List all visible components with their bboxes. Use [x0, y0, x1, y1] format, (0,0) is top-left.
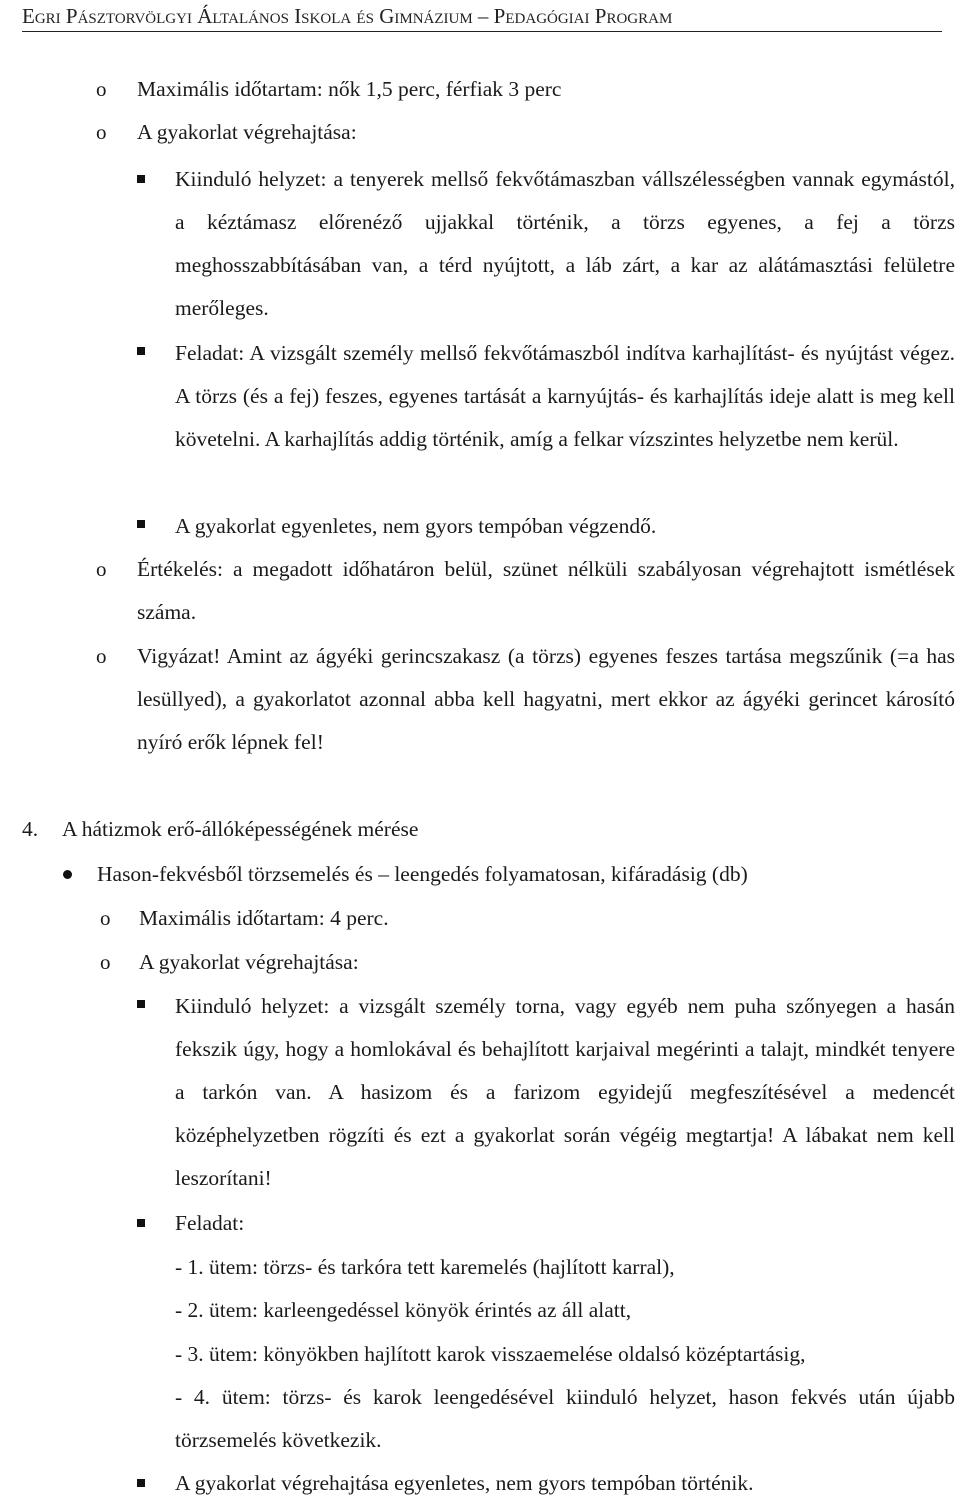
- square-bullet-icon: [137, 520, 145, 528]
- task-label: Feladat:: [175, 1211, 245, 1235]
- step-item: - 3. ütem: könyökben hajlított karok visszaemelése oldalsó középtartásig,: [175, 1342, 806, 1366]
- start-position-text: Kiinduló helyzet: a tenyerek mellső fekvőtámaszban vállszélességben vannak egymástól, a kéztámasz előrenéző ujjakkal történik, a törzs egyenes, a fej a törzs meghosszabbításában van, a térd nyújtott, a láb zárt, a kar az alátámasztási felületre merőleges.: [175, 167, 955, 320]
- section-title: A hátizmok erő-állóképességének mérése: [62, 817, 419, 841]
- circle-bullet: o: [96, 644, 107, 668]
- circle-bullet: o: [96, 77, 107, 101]
- start-position-text: Kiinduló helyzet: a vizsgált személy torna, vagy egyéb nem puha szőnyegen a hasán fekszik úgy, hogy a homlokával és behajlított karjaival megérinti a talajt, mindkét tenyere a tarkón van. A hasizom és a farizom egyidejű megfeszítésével a medencét középhelyzetben rögzíti és ezt a gyakorlat során végéig megtartja! A lábakat nem kell leszorítani!: [175, 994, 955, 1190]
- final-text: A gyakorlat végrehajtása egyenletes, nem gyors tempóban történik.: [175, 1471, 754, 1495]
- square-bullet-icon: [137, 1479, 145, 1487]
- step-text: - 4. ütem: törzs- és karok leengedésével kiinduló helyzet, hason fekvés után újabb törzsemelés következik.: [175, 1385, 955, 1452]
- square-bullet-icon: [137, 1219, 145, 1227]
- evaluation-text: Értékelés: a megadott időhatáron belül, szünet nélküli szabályosan végrehajtott ismétlések száma.: [137, 557, 955, 624]
- section-number: 4.: [22, 817, 39, 841]
- exercise-name: Hason-fekvésből törzsemelés és – leengedés folyamatosan, kifáradásig (db): [97, 862, 748, 886]
- round-bullet-icon: [63, 870, 72, 879]
- circle-bullet: o: [100, 906, 111, 930]
- circle-bullet: o: [100, 950, 111, 974]
- step-item: - 1. ütem: törzs- és tarkóra tett karemelés (hajlított karral),: [175, 1255, 675, 1279]
- max-time-item: Maximális időtartam: nők 1,5 perc, férfiak 3 perc: [137, 77, 562, 101]
- circle-bullet: o: [96, 557, 107, 581]
- circle-bullet: o: [96, 120, 107, 144]
- execution-heading: A gyakorlat végrehajtása:: [139, 950, 359, 974]
- page-header: [22, 4, 942, 32]
- warning-text: Vigyázat! Amint az ágyéki gerincszakasz (a törzs) egyenes feszes tartása megszűnik (=a has lesüllyed), a gyakorlatot azonnal abba kell hagyatni, mert ekkor az ágyéki gerincet károsító nyíró erők lépnek fel!: [137, 644, 955, 754]
- task-text: Feladat: A vizsgált személy mellső fekvőtámaszból indítva karhajlítást- és nyújtást végez. A törzs (és a fej) feszes, egyenes tartását a karnyújtás- és karhajlítás ideje alatt is meg kell követelni. A karhajlítás addig történik, amíg a felkar vízszintes helyzetbe nem kerül.: [175, 341, 955, 451]
- header-title: Egri Pásztorvölgyi Általános Iskola és Gimnázium – Pedagógiai Program: [22, 4, 673, 28]
- max-time-item: Maximális időtartam: 4 perc.: [139, 906, 389, 930]
- step-item: - 2. ütem: karleengedéssel könyök érintés az áll alatt,: [175, 1298, 632, 1322]
- square-bullet-icon: [137, 1000, 145, 1008]
- step-item: [175, 1376, 955, 1462]
- pace-text: A gyakorlat egyenletes, nem gyors tempóban végzendő.: [175, 514, 657, 538]
- square-bullet-icon: [137, 175, 145, 183]
- execution-heading: A gyakorlat végrehajtása:: [137, 120, 357, 144]
- square-bullet-icon: [137, 347, 145, 355]
